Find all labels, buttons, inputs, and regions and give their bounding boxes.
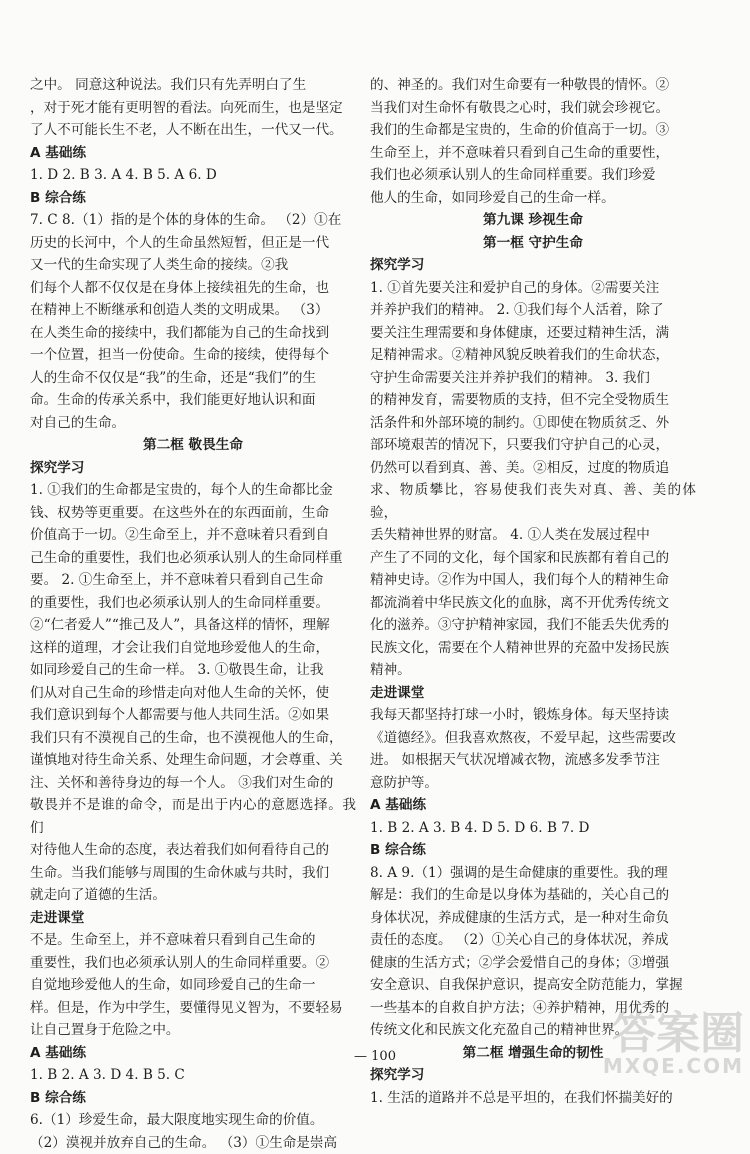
text-line: ，对于死才能有更明智的看法。向死而生，也是坚定: [30, 97, 356, 120]
text-line: 责任的态度。 （2）①关心自己的身体状况，养成: [370, 929, 696, 952]
text-line: 钱、权势等更重要。在这些外在的东西面前，生命: [30, 502, 356, 525]
text-line: 对待他人生命的态度，表达着我们如何看待自己的: [30, 839, 356, 862]
text-line: 的、神圣的。我们对生命要有一种敬畏的情怀。②: [370, 74, 696, 97]
section-heading: B 综合练: [30, 1087, 356, 1110]
text-line: 6.（1）珍爱生命，最大限度地实现生命的价值。: [30, 1109, 356, 1132]
watermark-logo: [603, 1012, 744, 1076]
text-line: 样。但是，作为中学生，要懂得见义智为，不要轻易: [30, 997, 356, 1020]
lesson-title: 第二框 敬畏生命: [30, 434, 356, 457]
text-line: 生命至上，并不意味着只看到自己生命的重要性，: [370, 142, 696, 165]
text-line: 谨慎地对待生命关系、处理生命问题，才会尊重、关: [30, 749, 356, 772]
text-line: 守护生命需要关注并养护我们的精神。 3. 我们: [370, 367, 696, 390]
text-line: 一个位置，担当一份使命。生命的接续，使得每个: [30, 344, 356, 367]
text-line: 产生了不同的文化，每个国家和民族都有着自己的: [370, 547, 696, 570]
text-line: 我们意识到每个人都需要与他人共同生活。②如果: [30, 704, 356, 727]
text-line: 就走向了道德的生活。: [30, 884, 356, 907]
text-line: 要。 2. ①生命至上，并不意味着只看到自己生命: [30, 569, 356, 592]
text-line: 解是：我们的生命是以身体为基础的，关心自己的: [370, 884, 696, 907]
text-line: 意防护等。: [370, 772, 696, 795]
left-column: [30, 74, 356, 1154]
text-line: 如同珍爱自己的生命一样。 3. ①敬畏生命，让我: [30, 659, 356, 682]
text-line: 们从对自己生命的珍惜走向对他人生命的关怀，使: [30, 682, 356, 705]
text-line: 部环境艰苦的情况下，只要我们守护自己的心灵，: [370, 434, 696, 457]
text-line: 精神。: [370, 659, 696, 682]
text-line: 历史的长河中，个人的生命虽然短暂，但正是一代: [30, 232, 356, 255]
text-line: 在人类生命的接续中，我们都能为自己的生命找到: [30, 322, 356, 345]
right-column: [370, 74, 696, 1109]
watermark-main: 答案圈: [612, 1008, 744, 1059]
text-line: 生命。当我们能够与周围的生命休戚与共时，我们: [30, 862, 356, 885]
text-line: 一些基本的自救自护方法；④养护精神，用优秀的: [370, 997, 696, 1020]
text-line: ②“仁者爱人”“推己及人”，具备这样的情怀，理解: [30, 614, 356, 637]
section-heading: 探究学习: [370, 254, 696, 277]
text-line: 自觉地珍爱他人的生命，如同珍爱自己的生命一: [30, 974, 356, 997]
text-line: 重要性，我们也必须承认别人的生命同样重要。②: [30, 952, 356, 975]
text-line: 注、关怀和善待身边的每一个人。 ③我们对生命的: [30, 772, 356, 795]
text-line: 又一代的生命实现了人类生命的接续。②我: [30, 254, 356, 277]
text-line: 我们也必须承认别人的生命同样重要。我们珍爱: [370, 164, 696, 187]
text-line: 不是。生命至上，并不意味着只看到自己生命的: [30, 929, 356, 952]
text-line: 的精神发育，需要物质的支持，但不完全受物质生: [370, 389, 696, 412]
text-line: 了人不可能长生不老，人不断在出生，一代又一代。: [30, 119, 356, 142]
lesson-title: 第二框 增强生命的韧性: [370, 1042, 696, 1065]
section-heading: B 综合练: [370, 839, 696, 862]
section-heading: 探究学习: [30, 457, 356, 480]
text-line: 民族文化，需要在个人精神世界的充盈中发扬民族: [370, 637, 696, 660]
text-line: 命。生命的传承关系中，我们能更好地认识和面: [30, 389, 356, 412]
text-line: 己生命的重要性，我们也必须承认别人的生命同样重: [30, 547, 356, 570]
section-heading: 探究学习: [370, 1064, 696, 1087]
text-line: 1. B 2. A 3. B 4. D 5. D 6. B 7. D: [370, 817, 696, 840]
text-line: 1. D 2. B 3. A 4. B 5. A 6. D: [30, 164, 356, 187]
text-line: 仍然可以看到真、善、美。②相反，过度的物质追: [370, 457, 696, 480]
text-line: 安全意识、自我保护意识，提高安全防范能力，掌握: [370, 974, 696, 997]
text-line: 我们的生命都是宝贵的，生命的价值高于一切。③: [370, 119, 696, 142]
text-line: 身体状况，养成健康的生活方式，是一种对生命负: [370, 907, 696, 930]
text-line: 1. B 2. A 3. D 4. B 5. C: [30, 1064, 356, 1087]
text-line: 足精神需求。②精神风貌反映着我们的生命状态，: [370, 344, 696, 367]
text-line: 我们只有不漠视自己的生命，也不漠视他人的生命，: [30, 727, 356, 750]
text-line: 都流淌着中华民族文化的血脉，离不开优秀传统文: [370, 592, 696, 615]
text-line: 当我们对生命怀有敬畏之心时，我们就会珍视它。: [370, 97, 696, 120]
section-heading: A 基础练: [30, 1042, 356, 1065]
text-line: 的重要性，我们也必须承认别人的生命同样重要。: [30, 592, 356, 615]
text-line: 进。 如根据天气状况增减衣物，流感多发季节注: [370, 749, 696, 772]
text-line: 让自己置身于危险之中。: [30, 1019, 356, 1042]
text-line: 健康的生活方式；②学会爱惜自己的身体；③增强: [370, 952, 696, 975]
text-line: 我每天都坚持打球一小时，锻炼身体。每天坚持读: [370, 704, 696, 727]
text-line: 之中。 同意这种说法。我们只有先弄明白了生: [30, 74, 356, 97]
text-line: 在精神上不断继承和创造人类的文明成果。 （3）: [30, 299, 356, 322]
text-line: 活条件和外部环境的制约。①即使在物质贫乏、外: [370, 412, 696, 435]
text-line: 1. ①我们的生命都是宝贵的，每个人的生命都比金: [30, 479, 356, 502]
text-line: （2）漠视并放弃自己的生命。 （3）①生命是崇高: [30, 1132, 356, 1154]
page-number: — 100: [0, 1049, 750, 1064]
text-line: 1. 生活的道路并不总是平坦的，在我们怀揣美好的: [370, 1087, 696, 1110]
text-line: 对自己的生命。: [30, 412, 356, 435]
watermark-sub: MXQE.COM: [603, 1056, 744, 1076]
text-line: 们每个人都不仅仅是在身体上接续祖先的生命，也: [30, 277, 356, 300]
text-line: 丢失精神世界的财富。 4. ①人类在发展过程中: [370, 524, 696, 547]
section-heading: A 基础练: [30, 142, 356, 165]
text-line: 人的生命不仅仅是“我”的生命，还是“我们”的生: [30, 367, 356, 390]
text-line: 他人的生命，如同珍爱自己的生命一样。: [370, 187, 696, 210]
text-line: 敬畏并不是谁的命令，而是出于内心的意愿选择。我们: [30, 794, 356, 839]
section-heading: 走进课堂: [370, 682, 696, 705]
text-line: 7. C 8.（1）指的是个体的身体的生命。 （2）①在: [30, 209, 356, 232]
lesson-title: 第一框 守护生命: [370, 232, 696, 255]
lesson-title: 第九课 珍视生命: [370, 209, 696, 232]
text-line: 精神史诗。②作为中国人，我们每个人的精神生命: [370, 569, 696, 592]
text-line: 价值高于一切。②生命至上，并不意味着只看到自: [30, 524, 356, 547]
section-heading: A 基础练: [370, 794, 696, 817]
text-line: 传统文化和民族文化充盈自己的精神世界。: [370, 1019, 696, 1042]
text-line: 8. A 9.（1）强调的是生命健康的重要性。我的理: [370, 862, 696, 885]
text-line: 《道德经》。但我喜欢熬夜，不爱早起，这些需要改: [370, 727, 696, 750]
section-heading: 走进课堂: [30, 907, 356, 930]
text-line: 并养护我们的精神。 2. ①我们每个人活着，除了: [370, 299, 696, 322]
section-heading: B 综合练: [30, 187, 356, 210]
text-line: 要关注生理需要和身体健康，还要过精神生活，满: [370, 322, 696, 345]
text-line: 求、物质攀比，容易使我们丧失对真、善、美的体验，: [370, 479, 696, 524]
text-line: 1. ①首先要关注和爱护自己的身体。②需要关注: [370, 277, 696, 300]
text-line: 这样的道理，才会让我们自觉地珍爱他人的生命，: [30, 637, 356, 660]
text-line: 化的滋养。③守护精神家园，我们不能丢失优秀的: [370, 614, 696, 637]
